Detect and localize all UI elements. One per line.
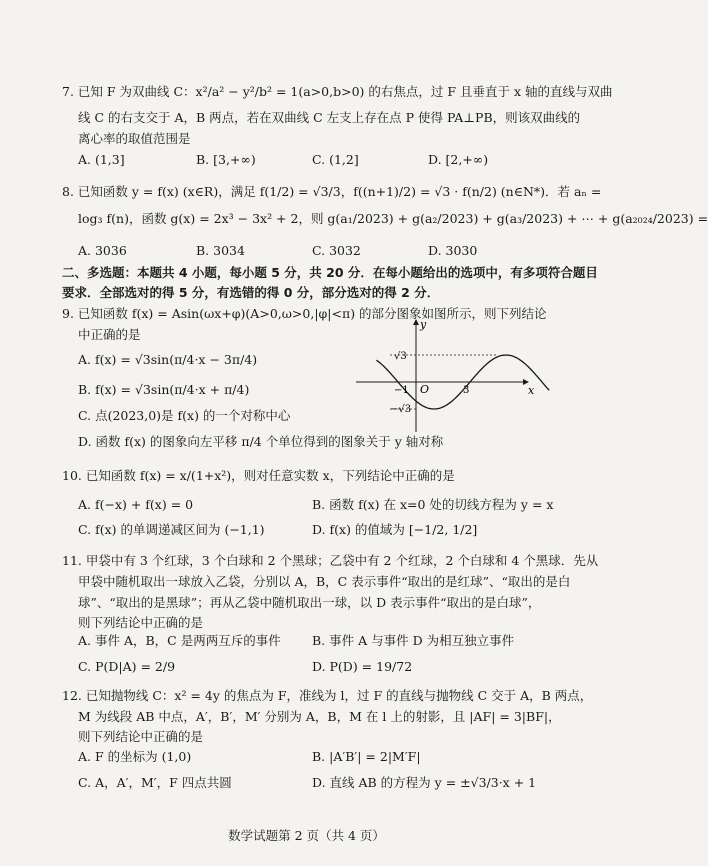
q9-option-b: B. f(x) = √3sin(π/4·x + π/4) (78, 382, 250, 397)
q12-option-c: C. A，A′，M′，F 四点共圆 (78, 775, 232, 790)
y-tick-top: √3 (394, 351, 407, 362)
x-tick-left: −1 (394, 385, 409, 396)
page-footer: 数学试题第 2 页（共 4 页） (228, 828, 385, 843)
q8-stem-line-2: log₃ f(n)，函数 g(x) = 2x³ − 3x² + 2，则 g(a₁/2023) + g(a₂/2023) + g(a₃/2023) + ⋯ + g(a₂₀₂₄/2023) = (78, 211, 708, 226)
q12-stem-line-1: 12. 已知抛物线 C：x² = 4y 的焦点为 F，准线为 l，过 F 的直线与抛物线 C 交于 A，B 两点， (62, 688, 593, 703)
y-tick-bottom: −√3 (390, 404, 412, 415)
section-2-heading-line-1: 二、多选题：本题共 4 小题，每小题 5 分，共 20 分．在每小题给出的选项中，有多项符合题目 (62, 265, 598, 280)
q7-option-d: D. [2,+∞) (428, 152, 489, 167)
q9-option-d: D. 函数 f(x) 的图象向左平移 π/4 个单位得到的图象关于 y 轴对称 (78, 434, 444, 449)
q8-stem-line-1: 8. 已知函数 y = f(x) (x∈R)，满足 f(1/2) = √3/3，f((n+1)/2) = √3 · f(n/2) (n∈N*)．若 aₙ = (62, 184, 602, 199)
q11-stem-line-4: 则下列结论中正确的是 (78, 615, 204, 630)
q9-stem-line-1: 9. 已知函数 f(x) = Asin(ωx+φ)(A>0,ω>0,|φ|<π) 的部分图象如图所示，则下列结论 (62, 306, 547, 321)
q7-option-b: B. [3,+∞) (196, 152, 256, 167)
q7-stem-line-1: 7. 已知 F 为双曲线 C：x²/a² − y²/b² = 1(a>0,b>0) 的右焦点，过 F 且垂直于 x 轴的直线与双曲 (62, 84, 613, 99)
q11-option-d: D. P(D) = 19/72 (312, 659, 413, 674)
q10-option-a: A. f(−x) + f(x) = 0 (78, 497, 194, 512)
q7-stem-line-2: 线 C 的右支交于 A，B 两点，若在双曲线 C 左支上存在点 P 使得 PA⊥PB，则该双曲线的 (78, 110, 581, 125)
q11-option-a: A. 事件 A，B，C 是两两互斥的事件 (78, 633, 281, 648)
q8-option-d: D. 3030 (428, 243, 478, 258)
q10-option-d: D. f(x) 的值域为 [−1/2, 1/2] (312, 522, 478, 537)
q7-stem-line-3: 离心率的取值范围是 (78, 131, 191, 146)
q8-option-b: B. 3034 (196, 243, 245, 258)
q12-option-b: B. |A′B′| = 2|M′F| (312, 749, 421, 764)
q7-option-a: A. (1,3] (78, 152, 125, 167)
q11-stem-line-2: 甲袋中随机取出一球放入乙袋，分别以 A，B，C 表示事件“取出的是红球”、“取出的是白 (78, 574, 571, 589)
q10-option-b: B. 函数 f(x) 在 x=0 处的切线方程为 y = x (312, 497, 554, 512)
origin-label: O (420, 383, 430, 396)
q8-option-c: C. 3032 (312, 243, 361, 258)
q12-stem-line-2: M 为线段 AB 中点，A′，B′，M′ 分别为 A，B，M 在 l 上的射影，且 |AF| = 3|BF|， (78, 709, 561, 724)
q12-option-d: D. 直线 AB 的方程为 y = ±√3/3·x + 1 (312, 775, 537, 790)
q11-option-b: B. 事件 A 与事件 D 为相互独立事件 (312, 633, 515, 648)
q10-stem-line-1: 10. 已知函数 f(x) = x/(1+x²)，则对任意实数 x，下列结论中正确的是 (62, 468, 455, 483)
q9-option-c: C. 点(2023,0)是 f(x) 的一个对称中心 (78, 408, 291, 423)
q9-sine-graph (350, 314, 540, 434)
x-tick-right: 3 (463, 385, 470, 396)
q10-option-c: C. f(x) 的单调递减区间为 (−1,1) (78, 522, 265, 537)
q11-stem-line-3: 球”、“取出的是黑球”；再从乙袋中随机取出一球，以 D 表示事件“取出的是白球”， (78, 595, 541, 610)
q11-stem-line-1: 11. 甲袋中有 3 个红球，3 个白球和 2 个黑球；乙袋中有 2 个红球，2 个白球和 4 个黑球．先从 (62, 553, 599, 568)
q9-stem-line-2: 中正确的是 (78, 327, 141, 342)
x-axis-label: x (528, 384, 535, 397)
q7-option-c: C. (1,2] (312, 152, 359, 167)
q11-option-c: C. P(D|A) = 2/9 (78, 659, 176, 674)
q9-option-a: A. f(x) = √3sin(π/4·x − 3π/4) (78, 352, 258, 367)
q12-option-a: A. F 的坐标为 (1,0) (78, 749, 192, 764)
y-axis-label: y (420, 318, 427, 331)
q12-stem-line-3: 则下列结论中正确的是 (78, 729, 204, 744)
q8-option-a: A. 3036 (78, 243, 127, 258)
section-2-heading-line-2: 要求．全部选对的得 5 分，有选错的得 0 分，部分选对的得 2 分． (62, 285, 440, 300)
